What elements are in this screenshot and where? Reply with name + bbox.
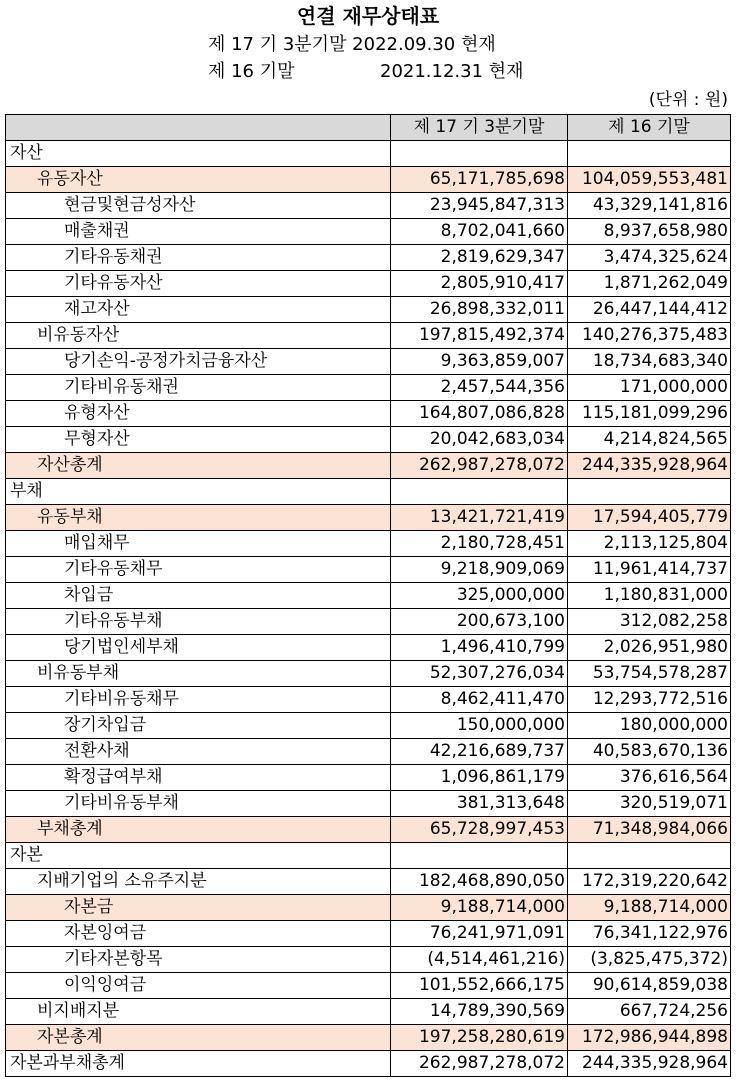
table-row: [6, 427, 731, 453]
account-name: 기타유동채무: [6, 557, 391, 583]
table-row: [6, 323, 731, 349]
account-name: 자본총계: [6, 1025, 391, 1051]
prior-period-amount: 115,181,099,296: [568, 401, 731, 427]
prior-period-amount: 140,276,375,483: [568, 323, 731, 349]
prior-period-date: 2021.12.31 현재: [380, 61, 524, 82]
prior-period-amount: 667,724,256: [568, 999, 731, 1025]
table-row: [6, 583, 731, 609]
current-period-amount: 65,171,785,698: [391, 167, 568, 193]
prior-period-amount: [568, 479, 731, 505]
table-row: [6, 921, 731, 947]
current-period-amount: 262,987,278,072: [391, 1051, 568, 1077]
account-name: 기타비유동채권: [6, 375, 391, 401]
table-row: [6, 661, 731, 687]
table-row: [6, 713, 731, 739]
current-period-amount: [391, 141, 568, 167]
prior-period-amount: 2,113,125,804: [568, 531, 731, 557]
current-period-amount: 2,805,910,417: [391, 271, 568, 297]
account-name: 기타자본항목: [6, 947, 391, 973]
current-period-amount: 65,728,997,453: [391, 817, 568, 843]
header-prior-period: 제 16 기말: [568, 115, 731, 141]
current-period-amount: 9,363,859,007: [391, 349, 568, 375]
current-period-amount: 8,462,411,470: [391, 687, 568, 713]
table-row: [6, 1051, 731, 1077]
account-name: 차입금: [6, 583, 391, 609]
account-name: 확정급여부채: [6, 765, 391, 791]
table-row: [6, 557, 731, 583]
current-period-amount: 200,673,100: [391, 609, 568, 635]
account-name: 당기손익-공정가치금융자산: [6, 349, 391, 375]
current-period-amount: 1,496,410,799: [391, 635, 568, 661]
current-period-amount: 2,819,629,347: [391, 245, 568, 271]
current-period-amount: 9,188,714,000: [391, 895, 568, 921]
prior-period-amount: 3,474,325,624: [568, 245, 731, 271]
table-row: [6, 765, 731, 791]
account-name: 기타유동자산: [6, 271, 391, 297]
account-name: 자본금: [6, 895, 391, 921]
account-name: 유동부채: [6, 505, 391, 531]
current-period-amount: 1,096,861,179: [391, 765, 568, 791]
prior-period-amount: 320,519,071: [568, 791, 731, 817]
current-period-amount: 164,807,086,828: [391, 401, 568, 427]
table-row: [6, 817, 731, 843]
header-account: [6, 115, 391, 141]
table-row: [6, 531, 731, 557]
prior-period-amount: 376,616,564: [568, 765, 731, 791]
table-row: [6, 505, 731, 531]
prior-period-amount: [568, 141, 731, 167]
prior-period-amount: 172,986,944,898: [568, 1025, 731, 1051]
prior-period-amount: 244,335,928,964: [568, 1051, 731, 1077]
table-row: [6, 453, 731, 479]
table-row: [6, 1025, 731, 1051]
prior-period-amount: 8,937,658,980: [568, 219, 731, 245]
account-name: 매출채권: [6, 219, 391, 245]
account-name: 비유동자산: [6, 323, 391, 349]
prior-period-amount: (3,825,475,372): [568, 947, 731, 973]
prior-period-amount: 26,447,144,412: [568, 297, 731, 323]
current-period-amount: 2,180,728,451: [391, 531, 568, 557]
table-row: [6, 401, 731, 427]
current-period-amount: [391, 843, 568, 869]
account-name: 비유동부채: [6, 661, 391, 687]
current-period-amount: 13,421,721,419: [391, 505, 568, 531]
prior-period-amount: 18,734,683,340: [568, 349, 731, 375]
balance-sheet-table: [5, 114, 731, 1077]
account-name: 유동자산: [6, 167, 391, 193]
current-period-amount: 52,307,276,034: [391, 661, 568, 687]
current-period-amount: (4,514,461,216): [391, 947, 568, 973]
table-row: [6, 843, 731, 869]
account-name: 비지배지분: [6, 999, 391, 1025]
prior-period-amount: 171,000,000: [568, 375, 731, 401]
prior-period-amount: 312,082,258: [568, 609, 731, 635]
prior-period-amount: 180,000,000: [568, 713, 731, 739]
current-period-amount: 197,815,492,374: [391, 323, 568, 349]
account-name: 자산총계: [6, 453, 391, 479]
table-row: [6, 245, 731, 271]
current-period-amount: 9,218,909,069: [391, 557, 568, 583]
current-period-amount: 182,468,890,050: [391, 869, 568, 895]
account-name: 기타비유동부채: [6, 791, 391, 817]
prior-period-amount: 11,961,414,737: [568, 557, 731, 583]
current-period-amount: 26,898,332,011: [391, 297, 568, 323]
table-row: [6, 869, 731, 895]
current-period-amount: 76,241,971,091: [391, 921, 568, 947]
prior-period-amount: 4,214,824,565: [568, 427, 731, 453]
account-name: 기타유동채권: [6, 245, 391, 271]
account-name: 이익잉여금: [6, 973, 391, 999]
account-name: 매입채무: [6, 531, 391, 557]
prior-period-label: 제 16 기말: [208, 61, 295, 82]
table-row: [6, 739, 731, 765]
table-row: [6, 635, 731, 661]
prior-period-amount: 172,319,220,642: [568, 869, 731, 895]
prior-period-amount: 104,059,553,481: [568, 167, 731, 193]
account-name: 자본: [6, 843, 391, 869]
current-period-amount: [391, 479, 568, 505]
current-period-amount: 23,945,847,313: [391, 193, 568, 219]
table-row: [6, 609, 731, 635]
current-period-amount: 197,258,280,619: [391, 1025, 568, 1051]
current-period-amount: 381,313,648: [391, 791, 568, 817]
table-row: [6, 375, 731, 401]
unit-label: (단위 : 원): [648, 90, 728, 110]
header-current-period: 제 17 기 3분기말: [391, 115, 568, 141]
account-name: 자본과부채총계: [6, 1051, 391, 1077]
current-period-amount: 2,457,544,356: [391, 375, 568, 401]
account-name: 장기차입금: [6, 713, 391, 739]
account-name: 지배기업의 소유주지분: [6, 869, 391, 895]
table-row: [6, 297, 731, 323]
current-period-amount: 20,042,683,034: [391, 427, 568, 453]
prior-period-amount: 12,293,772,516: [568, 687, 731, 713]
prior-period-amount: 17,594,405,779: [568, 505, 731, 531]
table-row: [6, 349, 731, 375]
account-name: 자산: [6, 141, 391, 167]
table-row: [6, 141, 731, 167]
prior-period-amount: 2,026,951,980: [568, 635, 731, 661]
account-name: 무형자산: [6, 427, 391, 453]
prior-period-amount: [568, 843, 731, 869]
prior-period-amount: 9,188,714,000: [568, 895, 731, 921]
statement-title: 연결 재무상태표: [296, 4, 440, 28]
account-name: 전환사채: [6, 739, 391, 765]
current-period-amount: 325,000,000: [391, 583, 568, 609]
current-period-amount: 101,552,666,175: [391, 973, 568, 999]
table-row: [6, 687, 731, 713]
table-row: [6, 895, 731, 921]
table-header-row: [6, 115, 731, 141]
table-row: [6, 167, 731, 193]
prior-period-amount: 43,329,141,816: [568, 193, 731, 219]
current-period-line: 제 17 기 3분기말 2022.09.30 현재: [208, 34, 496, 55]
account-name: 유형자산: [6, 401, 391, 427]
current-period-amount: 14,789,390,569: [391, 999, 568, 1025]
table-body: [6, 141, 731, 1077]
account-name: 기타비유동채무: [6, 687, 391, 713]
table-row: [6, 973, 731, 999]
prior-period-amount: 71,348,984,066: [568, 817, 731, 843]
account-name: 재고자산: [6, 297, 391, 323]
table-row: [6, 219, 731, 245]
table-row: [6, 193, 731, 219]
account-name: 부채총계: [6, 817, 391, 843]
current-period-amount: 262,987,278,072: [391, 453, 568, 479]
account-name: 부채: [6, 479, 391, 505]
table-row: [6, 271, 731, 297]
current-period-amount: 150,000,000: [391, 713, 568, 739]
account-name: 현금및현금성자산: [6, 193, 391, 219]
prior-period-amount: 53,754,578,287: [568, 661, 731, 687]
prior-period-amount: 1,871,262,049: [568, 271, 731, 297]
prior-period-amount: 76,341,122,976: [568, 921, 731, 947]
table-row: [6, 791, 731, 817]
account-name: 기타유동부채: [6, 609, 391, 635]
account-name: 당기법인세부채: [6, 635, 391, 661]
prior-period-amount: 1,180,831,000: [568, 583, 731, 609]
table-row: [6, 947, 731, 973]
current-period-amount: 8,702,041,660: [391, 219, 568, 245]
table-row: [6, 999, 731, 1025]
table-row: [6, 479, 731, 505]
prior-period-amount: 244,335,928,964: [568, 453, 731, 479]
account-name: 자본잉여금: [6, 921, 391, 947]
prior-period-amount: 90,614,859,038: [568, 973, 731, 999]
prior-period-amount: 40,583,670,136: [568, 739, 731, 765]
current-period-amount: 42,216,689,737: [391, 739, 568, 765]
